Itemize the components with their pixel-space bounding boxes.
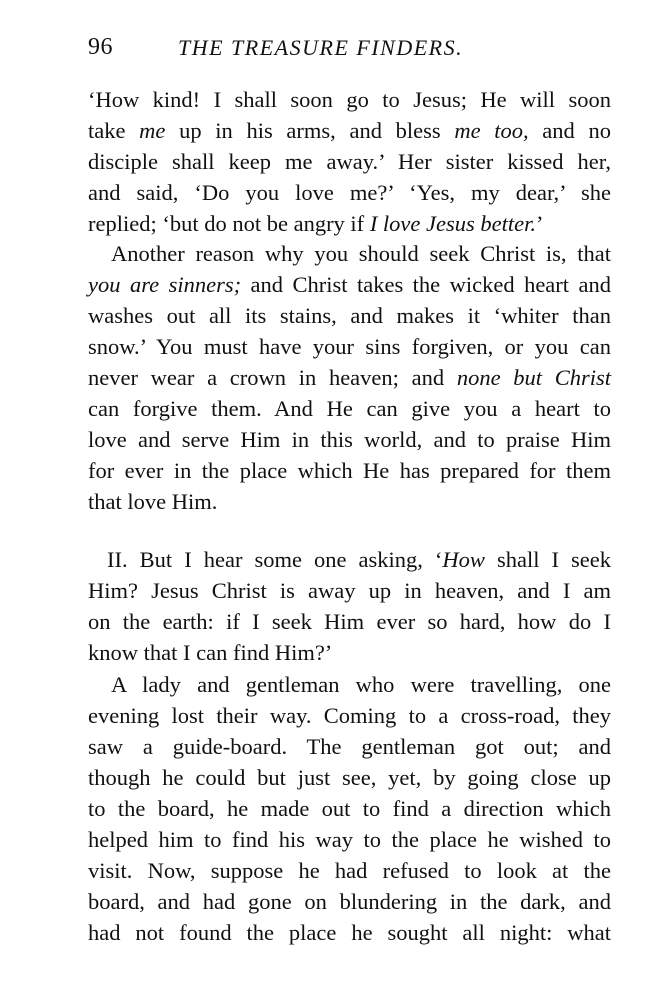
text-run: on the earth: if I seek Him ever so hard, how do I xyxy=(88,609,611,634)
text-line xyxy=(88,269,611,301)
page-header xyxy=(88,34,608,68)
text-run: and said, ‘Do you love me?’ ‘Yes, my dear,’ she xyxy=(88,180,611,205)
text-run: II. But I hear some one asking, ‘ xyxy=(107,547,443,572)
text-line xyxy=(88,886,611,918)
text-run: Him? Jesus Christ is away up in heaven, and I am xyxy=(88,578,611,603)
text-line xyxy=(88,637,611,669)
running-head: THE TREASURE FINDERS. xyxy=(178,35,464,60)
text-line xyxy=(88,115,611,147)
text-run: to the board, he made out to find a direction which xyxy=(88,796,611,821)
text-line xyxy=(88,84,611,116)
text-line xyxy=(88,424,611,456)
text-run: Another reason why you should seek Christ is, that xyxy=(111,241,611,266)
text-line xyxy=(88,146,611,178)
italic-text: me too, xyxy=(454,118,529,143)
text-line xyxy=(88,208,611,240)
text-line xyxy=(88,331,611,363)
text-run: snow.’ You must have your sins forgiven, or you can xyxy=(88,334,611,359)
italic-text: me xyxy=(139,118,166,143)
text-line xyxy=(88,455,611,487)
text-line xyxy=(88,393,611,425)
text-run: board, and had gone on blundering in the dark, and xyxy=(88,889,611,914)
text-run: helped him to find his way to the place he wished to xyxy=(88,827,611,852)
text-line xyxy=(88,575,611,607)
text-line xyxy=(88,917,611,949)
text-line xyxy=(88,793,611,825)
text-run: and no xyxy=(528,118,611,143)
text-run: know that I can find Him?’ xyxy=(88,640,333,665)
text-run: replied; ‘but do not be angry if xyxy=(88,211,370,236)
text-run: A lady and gentleman who were travelling, one xyxy=(111,672,611,697)
text-run: that love Him. xyxy=(88,489,218,514)
text-line xyxy=(107,544,611,576)
text-line xyxy=(88,700,611,732)
text-line xyxy=(88,731,611,763)
text-run: disciple shall keep me away.’ Her sister kissed her, xyxy=(88,149,611,174)
italic-text: you are sinners; xyxy=(88,272,242,297)
text-run: though he could but just see, yet, by going close up xyxy=(88,765,611,790)
text-line xyxy=(88,824,611,856)
text-line xyxy=(88,486,611,518)
italic-text: I love Jesus better. xyxy=(369,211,537,236)
text-run: up in his arms, and bless xyxy=(165,118,455,143)
text-run: ’ xyxy=(536,211,544,236)
text-line xyxy=(88,606,611,638)
page-number: 96 xyxy=(88,34,113,60)
text-line xyxy=(88,300,611,332)
text-run: can forgive them. And He can give you a heart to xyxy=(88,396,611,421)
text-run: for ever in the place which He has prepared for them xyxy=(88,458,611,483)
text-line xyxy=(88,177,611,209)
text-line xyxy=(88,762,611,794)
text-run: had not found the place he sought all night: what xyxy=(88,920,611,945)
text-line xyxy=(111,669,611,701)
italic-text: How xyxy=(442,547,485,572)
text-run: ‘How kind! I shall soon go to Jesus; He will soon xyxy=(88,87,611,112)
text-run: washes out all its stains, and makes it ‘whiter than xyxy=(88,303,611,328)
italic-text: none but Christ xyxy=(456,365,612,390)
text-line xyxy=(88,362,611,394)
text-line xyxy=(111,238,611,270)
text-run: never wear a crown in heaven; and xyxy=(88,365,457,390)
text-run: take xyxy=(88,118,140,143)
text-line xyxy=(88,855,611,887)
text-run: evening lost their way. Coming to a cross-road, they xyxy=(88,703,611,728)
text-run: saw a guide-board. The gentleman got out; and xyxy=(88,734,611,759)
text-run: shall I seek xyxy=(484,547,612,572)
text-run: love and serve Him in this world, and to praise Him xyxy=(88,427,611,452)
text-run: visit. Now, suppose he had refused to look at the xyxy=(88,858,611,883)
text-run: and Christ takes the wicked heart and xyxy=(241,272,611,297)
